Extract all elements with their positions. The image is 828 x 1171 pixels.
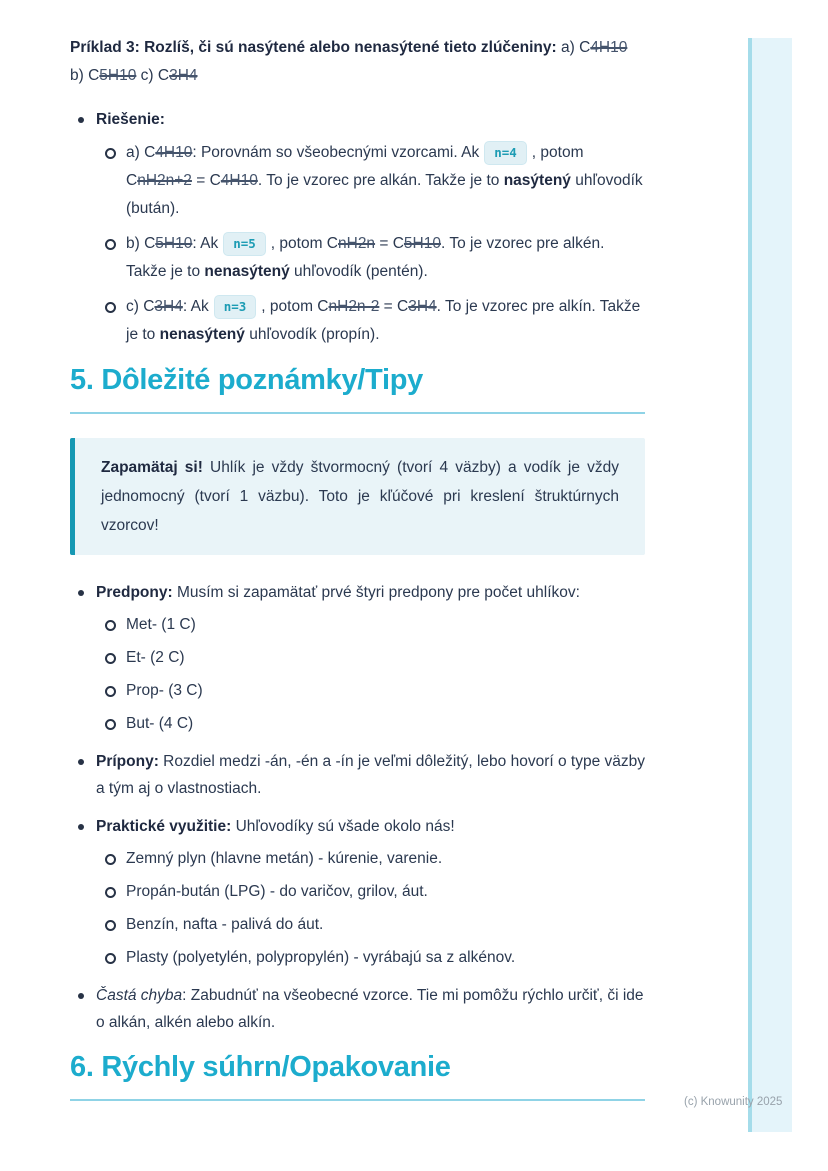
text-segment: uhľovodík (pentén). — [289, 263, 428, 280]
sub-item: Prop- (3 C) — [96, 677, 645, 704]
note-item-predpony — [70, 579, 645, 737]
document-content — [70, 34, 645, 1125]
text-segment: : Ak — [182, 298, 209, 315]
text-segment: Riešenie: — [96, 111, 165, 128]
copyright-text: (c) Knowunity 2025 — [684, 1096, 783, 1108]
text-segment: Príklad 3: Rozlíš, či sú nasýtené alebo nenasýtené tieto zlúčeniny: — [70, 39, 557, 56]
text-segment: , potom C — [126, 144, 584, 189]
formula-badge: n=5 — [223, 232, 266, 256]
text-segment: = C — [191, 172, 221, 189]
text-segment: 5H10 — [155, 235, 193, 252]
sub-item: Propán-bután (LPG) - do varičov, grilov, áut. — [96, 878, 645, 905]
sub-item: Met- (1 C) — [96, 611, 645, 638]
sub-item: But- (4 C) — [96, 710, 645, 737]
callout-note — [70, 438, 645, 555]
text-segment: nenasýtený — [204, 263, 290, 280]
callout-text — [101, 453, 619, 540]
text-segment: nH2n — [338, 235, 376, 252]
text-segment: Musím si zapamätať prvé štyri predpony pre počet uhlíkov: — [172, 584, 580, 601]
text-segment: c) C — [126, 298, 155, 315]
text-segment: nasýtený — [503, 172, 571, 189]
text-segment: b) C — [126, 235, 156, 252]
solution-sublist — [96, 139, 645, 349]
sub-item: Et- (2 C) — [96, 644, 645, 671]
note-item-casta-chyba — [70, 982, 645, 1036]
sub-item: Plasty (polyetylén, polypropylén) - vyrábajú sa z alkénov. — [96, 944, 645, 971]
text-segment: . To je vzorec pre alkín. Takže je to — [126, 298, 641, 343]
text-segment: = C — [375, 235, 404, 252]
solution-label — [96, 106, 645, 134]
text-segment: uhľovodík (propín). — [244, 326, 380, 343]
page-edge-strip — [748, 38, 792, 1132]
text-segment: Praktické využitie: — [96, 818, 232, 835]
text-segment: c) C — [136, 67, 170, 84]
text-segment: 5H10 — [403, 235, 441, 252]
text-segment: , potom C — [270, 235, 338, 252]
text-segment: 3H4 — [408, 298, 437, 315]
text-segment: nH2n-2 — [328, 298, 380, 315]
section-6-heading: 6. Rýchly súhrn/Opakovanie — [70, 1050, 645, 1101]
text-segment: nH2n+2 — [137, 172, 192, 189]
text-segment: nenasýtený — [159, 326, 245, 343]
sub-item: Benzín, nafta - palivá do áut. — [96, 911, 645, 938]
solution-list — [70, 106, 645, 349]
sub-item: Zemný plyn (hlavne metán) - kúrenie, varenie. — [96, 845, 645, 872]
text-segment: : Porovnám so všeobecnými vzorcami. Ak — [192, 144, 480, 161]
solution-item-c — [96, 293, 645, 349]
notes-list — [70, 579, 645, 1036]
formula-badge: n=4 — [484, 141, 527, 165]
text-segment: Rozdiel medzi -án, -én a -ín je veľmi dôležitý, lebo hovorí o type väzby a tým aj o vlastnostiach. — [96, 753, 645, 797]
solution-root-item — [70, 106, 645, 349]
text-segment: . To je vzorec pre alkén. Takže je to — [126, 235, 605, 280]
text-segment: Predpony: — [96, 584, 173, 601]
example-paragraph — [70, 34, 645, 90]
text-segment: . To je vzorec pre alkán. Takže je to — [257, 172, 504, 189]
text-segment: uhľovodík (bután). — [126, 172, 643, 217]
text-segment: a) C — [556, 39, 591, 56]
section-5-heading: 5. Dôležité poznámky/Tipy — [70, 363, 645, 414]
text-segment: Zapamätaj si! — [101, 459, 203, 476]
text-segment: : Ak — [192, 235, 219, 252]
text-segment: 4H10 — [155, 144, 193, 161]
text-segment: a) C — [126, 144, 156, 161]
predpony-sublist — [96, 611, 645, 737]
text-segment: Uhľovodíky sú všade okolo nás! — [231, 818, 455, 835]
text-segment: , potom C — [261, 298, 329, 315]
formula-badge: n=3 — [214, 295, 257, 319]
text-segment: Uhlík je vždy štvormocný (tvorí 4 väzby) a vodík je vždy jednomocný (tvorí 1 väzbu). Toto je kľúčové pri kreslení štruktúrnych vzorcov! — [101, 459, 619, 534]
prakticke-sublist — [96, 845, 645, 971]
text-segment: b) C — [70, 67, 100, 84]
text-segment: 3H4 — [154, 298, 183, 315]
solution-item-b — [96, 230, 645, 286]
text-segment: : Zabudnúť na všeobecné vzorce. Tie mi pomôžu rýchlo určiť, či ide o alkán, alkén alebo alkín. — [96, 987, 644, 1031]
note-item-prakticke — [70, 813, 645, 971]
note-item-pripony — [70, 748, 645, 802]
solution-item-a — [96, 139, 645, 223]
text-segment: = C — [379, 298, 409, 315]
text-segment: 3H4 — [169, 67, 198, 84]
text-segment: 4H10 — [590, 39, 628, 56]
text-segment: 5H10 — [99, 67, 137, 84]
text-segment: 4H10 — [220, 172, 258, 189]
text-segment: Častá chyba — [96, 987, 183, 1004]
text-segment: Prípony: — [96, 753, 159, 770]
